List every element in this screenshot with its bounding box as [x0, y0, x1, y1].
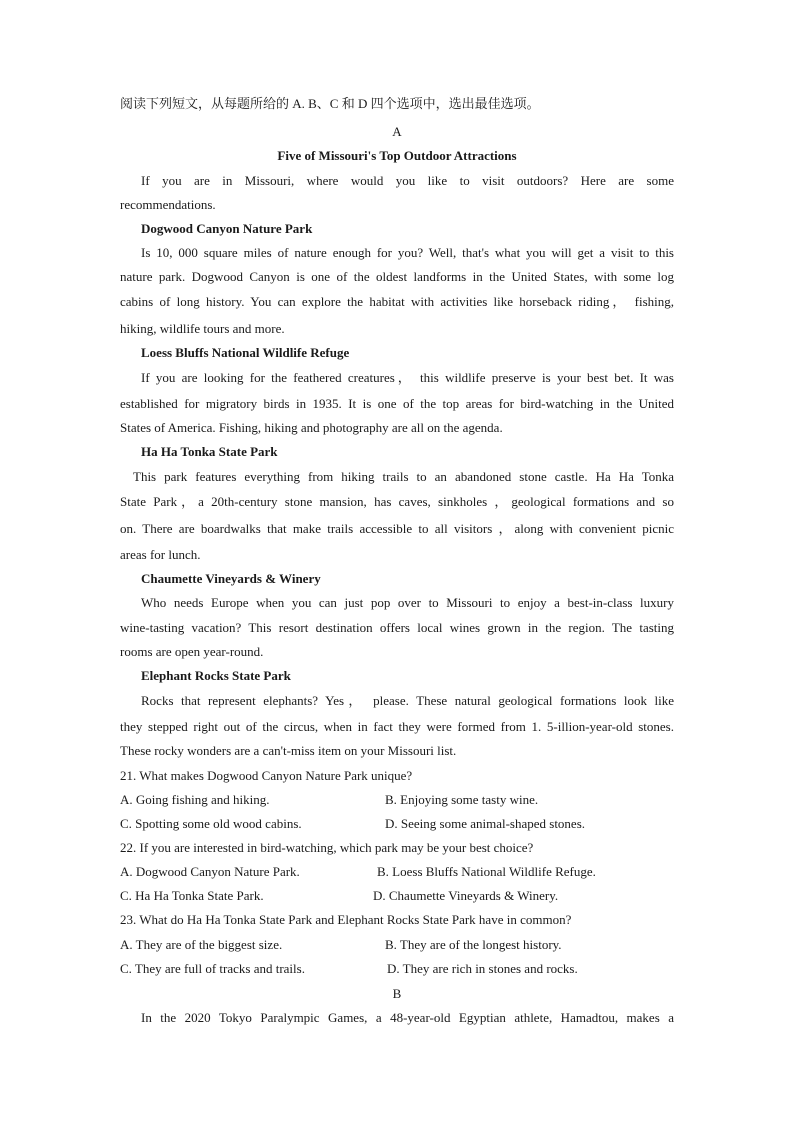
paragraph-line: Who needs Europe when you can just pop over to Missouri to enjoy a best-in-class luxury — [141, 595, 674, 610]
park-heading-loess: Loess Bluffs National Wildlife Refuge — [141, 345, 350, 360]
paragraph-line: These rocky wonders are a can't-miss item on your Missouri list. — [120, 743, 457, 758]
option-22-a: A. Dogwood Canyon Nature Park. — [120, 864, 300, 879]
paragraph-line: State Park，a 20th-century stone mansion, has caves, sinkholes ，geological formations and so — [120, 494, 674, 509]
paragraph-line: hiking, wildlife tours and more. — [120, 321, 285, 336]
paragraph-line: rooms are open year-round. — [120, 644, 264, 659]
option-22-c: C. Ha Ha Tonka State Park. — [120, 888, 264, 903]
instruction-text: 阅读下列短文，从每题所给的 A. B、C 和 D 四个选项中，选出最佳选项。 — [120, 96, 540, 111]
option-21-d: D. Seeing some animal-shaped stones. — [385, 816, 586, 831]
paragraph-line: on. There are boardwalks that make trails accessible to all visitors ，along with convenient picnic — [120, 521, 674, 536]
paragraph-line: cabins of long history. You can explore the habitat with activities like horseback riding， fishing, — [120, 294, 674, 309]
option-23-b: B. They are of the longest history. — [385, 937, 562, 952]
section-a-letter: A — [392, 124, 402, 139]
paragraph-line: Rocks that represent elephants? Yes， please. These natural geological formations look like — [141, 693, 674, 708]
park-heading-dogwood: Dogwood Canyon Nature Park — [141, 221, 313, 236]
passage-b-first-line: In the 2020 Tokyo Paralympic Games, a 48-year-old Egyptian athlete, Hamadtou, makes a — [141, 1010, 674, 1025]
paragraph-line: Is 10, 000 square miles of nature enough for you? Well, that's what you will get a visit to this — [141, 245, 674, 260]
paragraph-line: wine-tasting vacation? This resort destination offers local wines grown in the region. The tasting — [120, 620, 674, 635]
option-22-d: D. Chaumette Vineyards & Winery. — [373, 888, 559, 903]
paragraph-line: If you are looking for the feathered creatures， this wildlife preserve is your best bet. It was — [141, 370, 674, 385]
question-23-stem: 23. What do Ha Ha Tonka State Park and Elephant Rocks State Park have in common? — [120, 912, 572, 927]
paragraph-line: areas for lunch. — [120, 547, 201, 562]
park-heading-elephant-rocks: Elephant Rocks State Park — [141, 668, 291, 683]
paragraph-line: This park features everything from hiking trails to an abandoned stone castle. Ha Ha Tonka — [133, 469, 674, 484]
section-b-letter: B — [392, 986, 402, 1001]
option-21-c: C. Spotting some old wood cabins. — [120, 816, 302, 831]
option-23-c: C. They are full of tracks and trails. — [120, 961, 305, 976]
option-21-a: A. Going fishing and hiking. — [120, 792, 270, 807]
paragraph-line: nature park. Dogwood Canyon is one of the oldest landforms in the United States, with some log — [120, 269, 674, 284]
intro-line-2: recommendations. — [120, 197, 216, 212]
intro-line-1: If you are in Missouri, where would you like to visit outdoors? Here are some — [141, 173, 674, 188]
paragraph-line: States of America. Fishing, hiking and photography are all on the agenda. — [120, 420, 503, 435]
question-22-stem: 22. If you are interested in bird-watching, which park may be your best choice? — [120, 840, 534, 855]
paragraph-line: established for migratory birds in 1935. It is one of the top areas for bird-watching in the United — [120, 396, 674, 411]
paragraph-line: they stepped right out of the circus, when in fact they were formed from 1. 5-illion-year-old stones. — [120, 719, 674, 734]
question-21-stem: 21. What makes Dogwood Canyon Nature Park unique? — [120, 768, 413, 783]
park-heading-chaumette: Chaumette Vineyards & Winery — [141, 571, 321, 586]
option-23-d: D. They are rich in stones and rocks. — [387, 961, 578, 976]
option-22-b: B. Loess Bluffs National Wildlife Refuge. — [377, 864, 596, 879]
passage-a-title: Five of Missouri's Top Outdoor Attractions — [277, 148, 517, 163]
option-21-b: B. Enjoying some tasty wine. — [385, 792, 539, 807]
park-heading-ha-ha-tonka: Ha Ha Tonka State Park — [141, 444, 278, 459]
option-23-a: A. They are of the biggest size. — [120, 937, 283, 952]
